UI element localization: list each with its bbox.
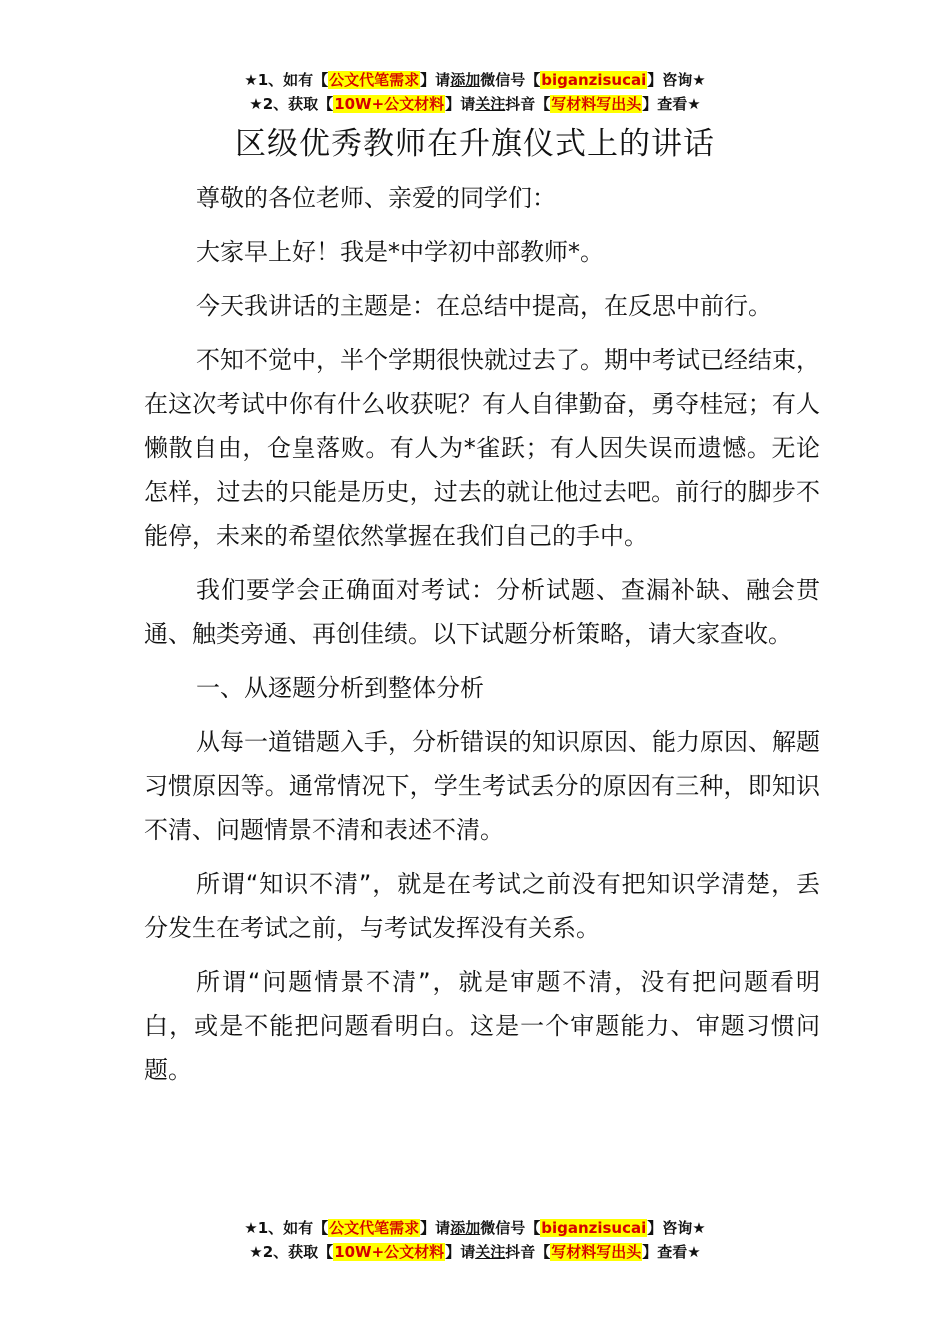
promo-douyin-id: 写材料写出头 (551, 95, 642, 113)
promo-highlight: 公文代笔需求 (329, 1219, 420, 1237)
promo-text: 】请 (420, 71, 451, 89)
promo-line-1 (0, 68, 950, 92)
promo-line-2 (0, 92, 950, 116)
promo-text: 】请 (445, 1243, 476, 1261)
promo-underlined-text: 添加 (450, 1219, 481, 1237)
promo-underlined-text: 关注 (475, 95, 506, 113)
promo-wechat-id: biganzisucai (541, 1219, 647, 1237)
theme-paragraph: 今天我讲话的主题是：在总结中提高，在反思中前行。 (196, 292, 772, 320)
promo-text: ★2、获取【 (249, 1243, 334, 1261)
body-paragraph: 不知不觉中，半个学期很快就过去了。期中考试已经结束，在这次考试中你有什么收获呢？有人自律勤奋，勇夺桂冠；有人懒散自由，仓皇落败。有人为*雀跃；有人因失误而遗憾。无论怎样，过去的只能是历史，过去的就让他过去吧。前行的脚步不能停，未来的希望依然掌握在我们自己的手中。 (144, 346, 820, 550)
body-paragraph: 所谓“问题情景不清”，就是审题不清，没有把问题看明白，或是不能把问题看明白。这是一个审题能力、审题习惯问题。 (144, 968, 820, 1084)
salutation-paragraph: 尊敬的各位老师、亲爱的同学们： (196, 184, 556, 212)
promo-wechat-id: biganzisucai (541, 71, 647, 89)
promo-highlight: 10W+公文材料 (334, 1243, 445, 1261)
body-paragraph: 从每一道错题入手，分析错误的知识原因、能力原因、解题习惯原因等。通常情况下，学生考试丢分的原因有三种，即知识不清、问题情景不清和表述不清。 (144, 728, 820, 844)
promo-text: ★2、获取【 (249, 95, 334, 113)
promo-text: 】查看★ (642, 95, 701, 113)
greeting-paragraph: 大家早上好！我是*中学初中部教师*。 (196, 238, 604, 266)
promo-highlight: 公文代笔需求 (329, 71, 420, 89)
document-body (144, 176, 820, 1102)
promo-douyin-id: 写材料写出头 (551, 1243, 642, 1261)
footer-promo-banner (0, 1216, 950, 1264)
promo-text: 】请 (445, 95, 476, 113)
promo-text: 】请 (420, 1219, 451, 1237)
promo-text: 】咨询★ (647, 71, 706, 89)
promo-text: 】咨询★ (647, 1219, 706, 1237)
promo-line-2 (0, 1240, 950, 1264)
promo-text: 微信号【 (480, 71, 541, 89)
body-paragraph: 我们要学会正确面对考试：分析试题、查漏补缺、融会贯通、触类旁通、再创佳绩。以下试题分析策略，请大家查收。 (144, 576, 820, 648)
promo-underlined-text: 添加 (450, 71, 481, 89)
section-heading: 一、从逐题分析到整体分析 (196, 674, 484, 702)
document-title: 区级优秀教师在升旗仪式上的讲话 (235, 126, 715, 162)
promo-highlight: 10W+公文材料 (334, 95, 445, 113)
promo-text: 】查看★ (642, 1243, 701, 1261)
promo-text: 抖音【 (505, 95, 551, 113)
header-promo-banner (0, 68, 950, 116)
body-paragraph: 所谓“知识不清”，就是在考试之前没有把知识学清楚，丢分发生在考试之前，与考试发挥没有关系。 (144, 870, 820, 942)
promo-text: ★1、如有【 (244, 1219, 329, 1237)
promo-text: 微信号【 (480, 1219, 541, 1237)
promo-underlined-text: 关注 (475, 1243, 506, 1261)
promo-text: 抖音【 (505, 1243, 551, 1261)
promo-line-1 (0, 1216, 950, 1240)
promo-text: ★1、如有【 (244, 71, 329, 89)
